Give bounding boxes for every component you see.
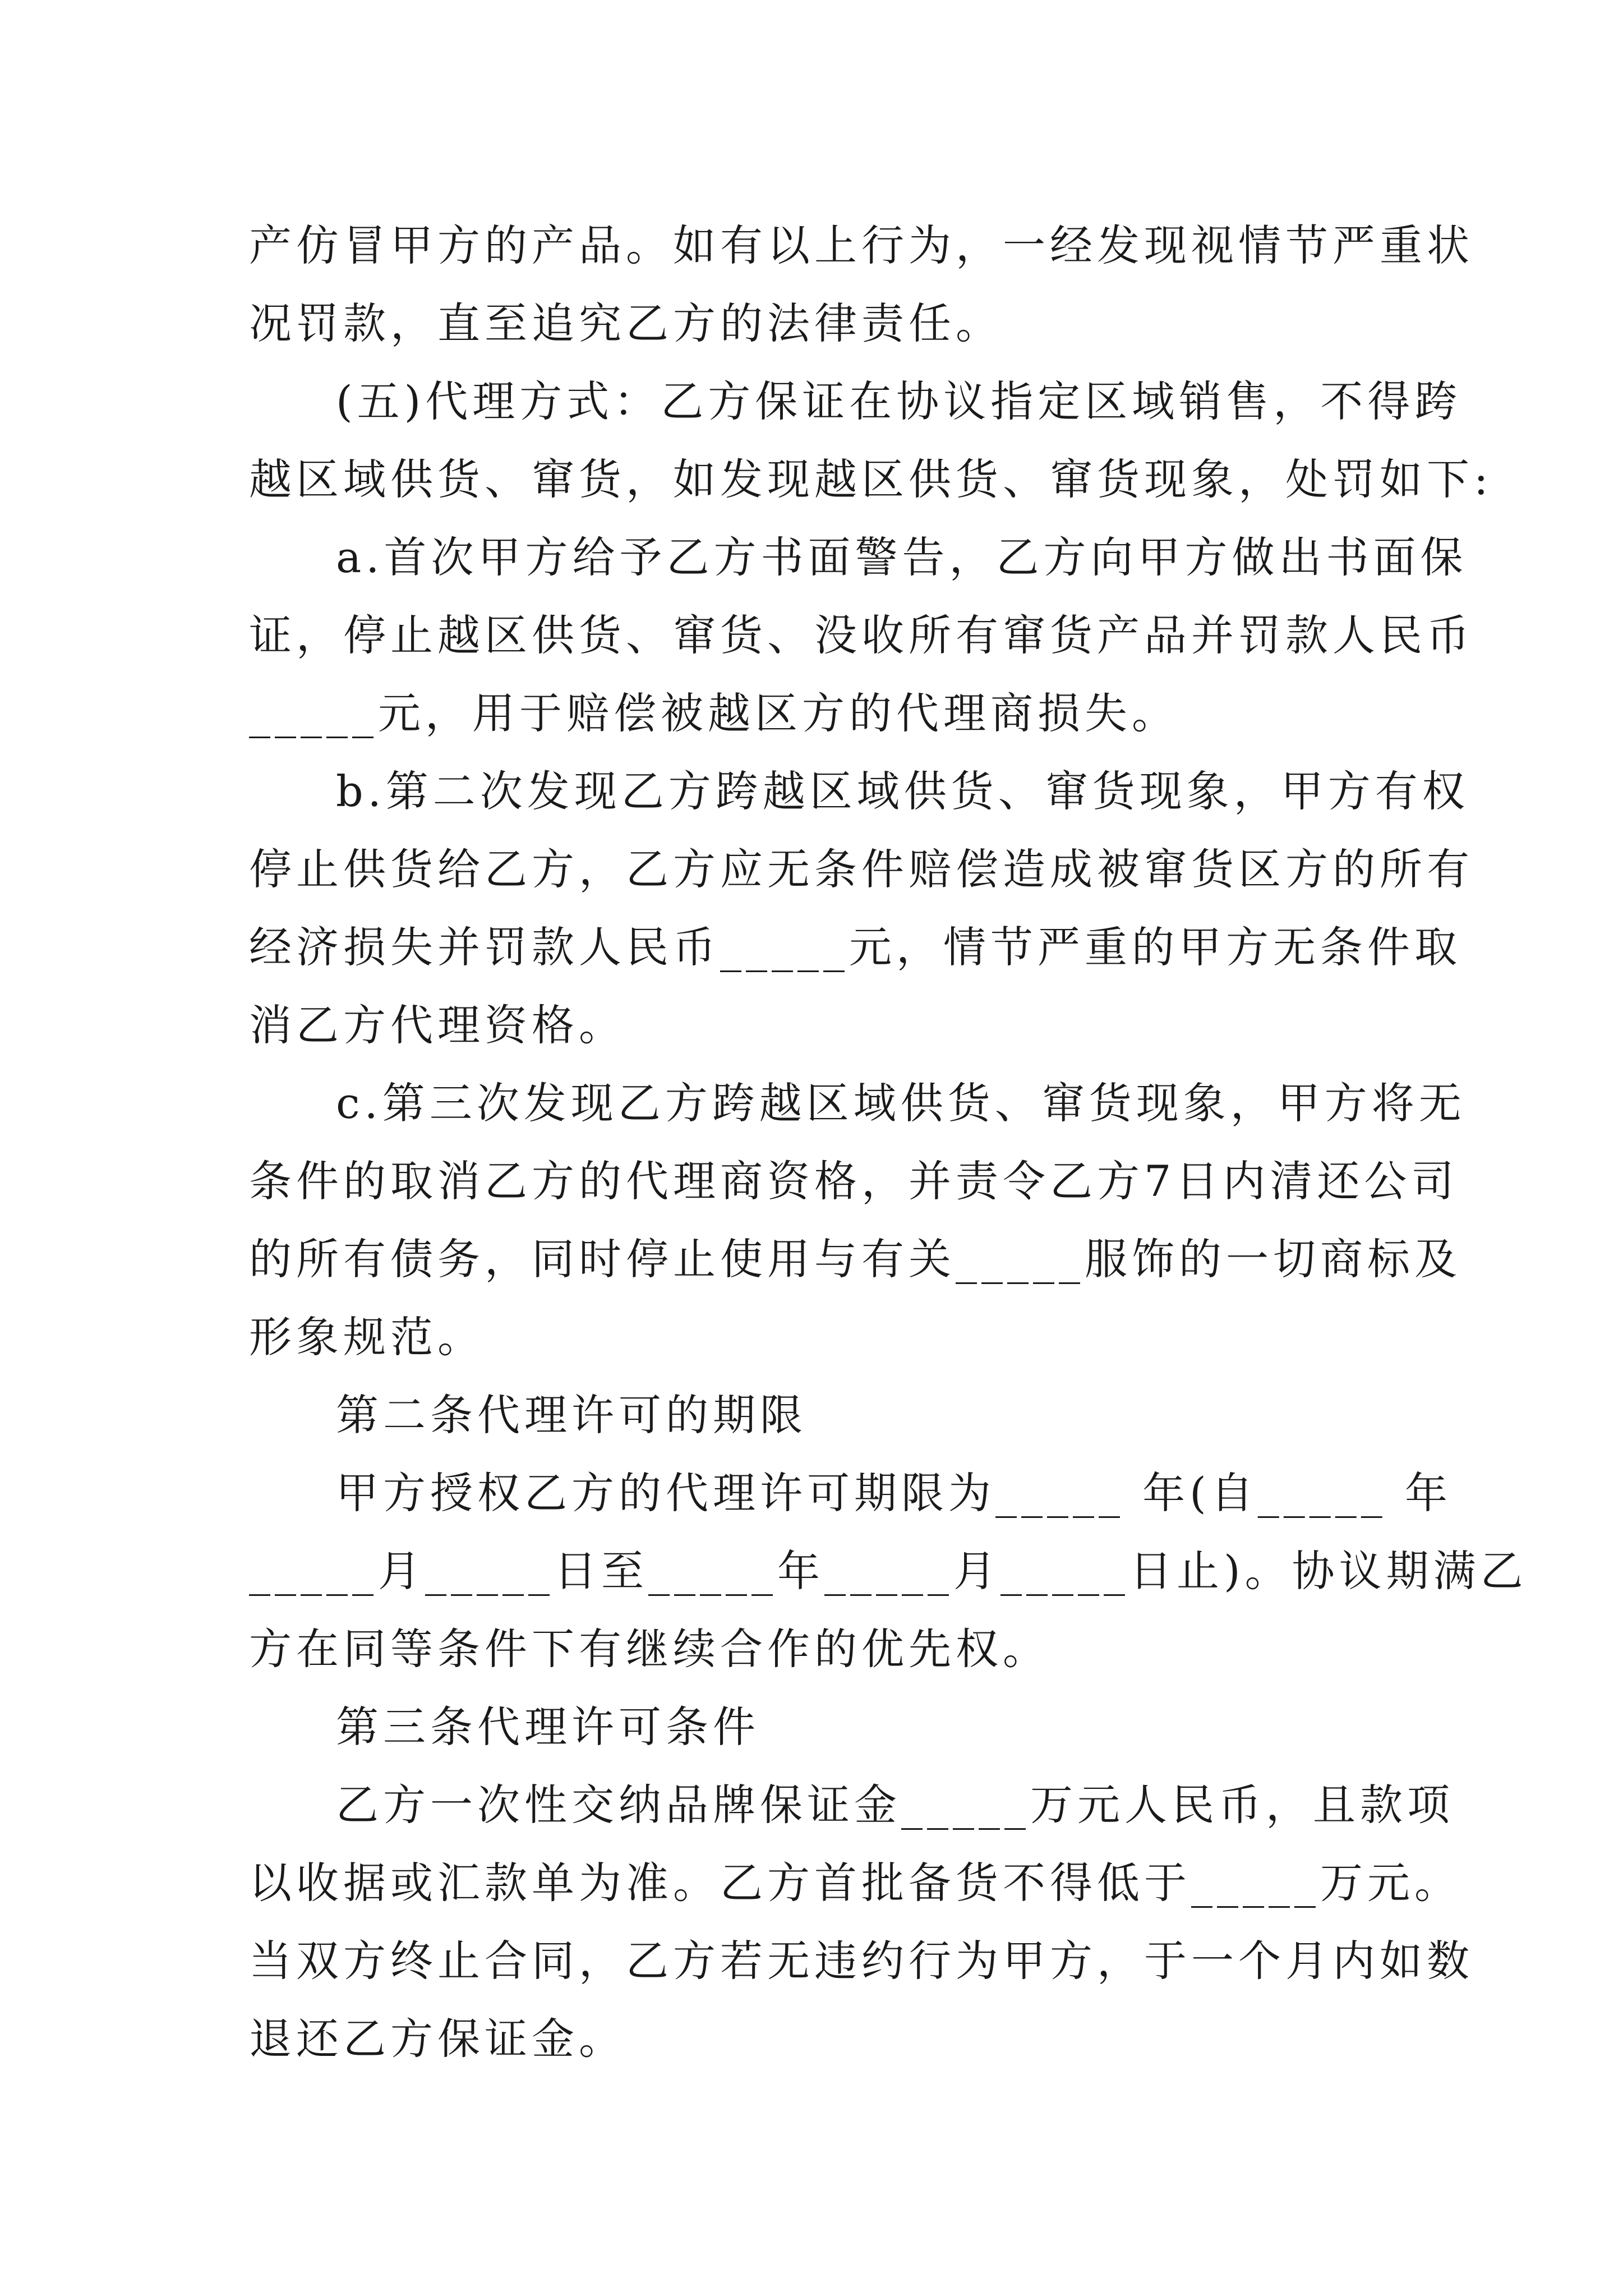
text-line: a.首次甲方给予乙方书面警告，乙方向甲方做出书面保	[336, 532, 1468, 582]
section-heading: 第二条代理许可的期限	[336, 1390, 807, 1440]
text-line: 以收据或汇款单为准。乙方首批备货不得低于_____万元。	[249, 1858, 1461, 1908]
text-line: 条件的取消乙方的代理商资格，并责令乙方7日内清还公司	[249, 1156, 1459, 1206]
text-line: 乙方一次性交纳品牌保证金_____万元人民币，且款项	[336, 1780, 1454, 1830]
text-line: 经济损失并罚款人民币_____元，情节严重的甲方无条件取	[249, 922, 1461, 972]
text-line: 方在同等条件下有继续合作的优先权。	[249, 1624, 1050, 1674]
text-line: 停止供货给乙方，乙方应无条件赔偿造成被窜货区方的所有	[249, 844, 1474, 894]
text-line: 形象规范。	[249, 1312, 485, 1362]
text-line: 的所有债务，同时停止使用与有关_____服饰的一切商标及	[249, 1234, 1461, 1284]
text-line: 证，停止越区供货、窜货、没收所有窜货产品并罚款人民币	[249, 610, 1474, 660]
text-line: 产仿冒甲方的产品。如有以上行为，一经发现视情节严重状	[249, 220, 1474, 270]
text-line: 退还乙方保证金。	[249, 2014, 626, 2064]
text-line: b.第二次发现乙方跨越区域供货、窜货现象，甲方有权	[336, 766, 1469, 816]
text-line: (五)代理方式：乙方保证在协议指定区域销售，不得跨	[336, 376, 1462, 426]
text-line: 当双方终止合同，乙方若无违约行为甲方，于一个月内如数	[249, 1936, 1474, 1986]
text-line: _____月_____日至_____年_____月_____日止)。协议期满乙	[249, 1546, 1528, 1596]
contract-text-body	[249, 206, 1528, 2078]
section-heading: 第三条代理许可条件	[336, 1702, 760, 1752]
text-line: 越区域供货、窜货，如发现越区供货、窜货现象，处罚如下:	[249, 454, 1493, 504]
text-line: 甲方授权乙方的代理许可期限为_____ 年(自_____ 年	[336, 1468, 1452, 1518]
text-line: c.第三次发现乙方跨越区域供货、窜货现象，甲方将无	[336, 1078, 1466, 1128]
text-line: 况罚款，直至追究乙方的法律责任。	[249, 298, 1003, 348]
text-line: 消乙方代理资格。	[249, 1000, 626, 1050]
text-line: _____元，用于赔偿被越区方的代理商损失。	[249, 688, 1179, 738]
